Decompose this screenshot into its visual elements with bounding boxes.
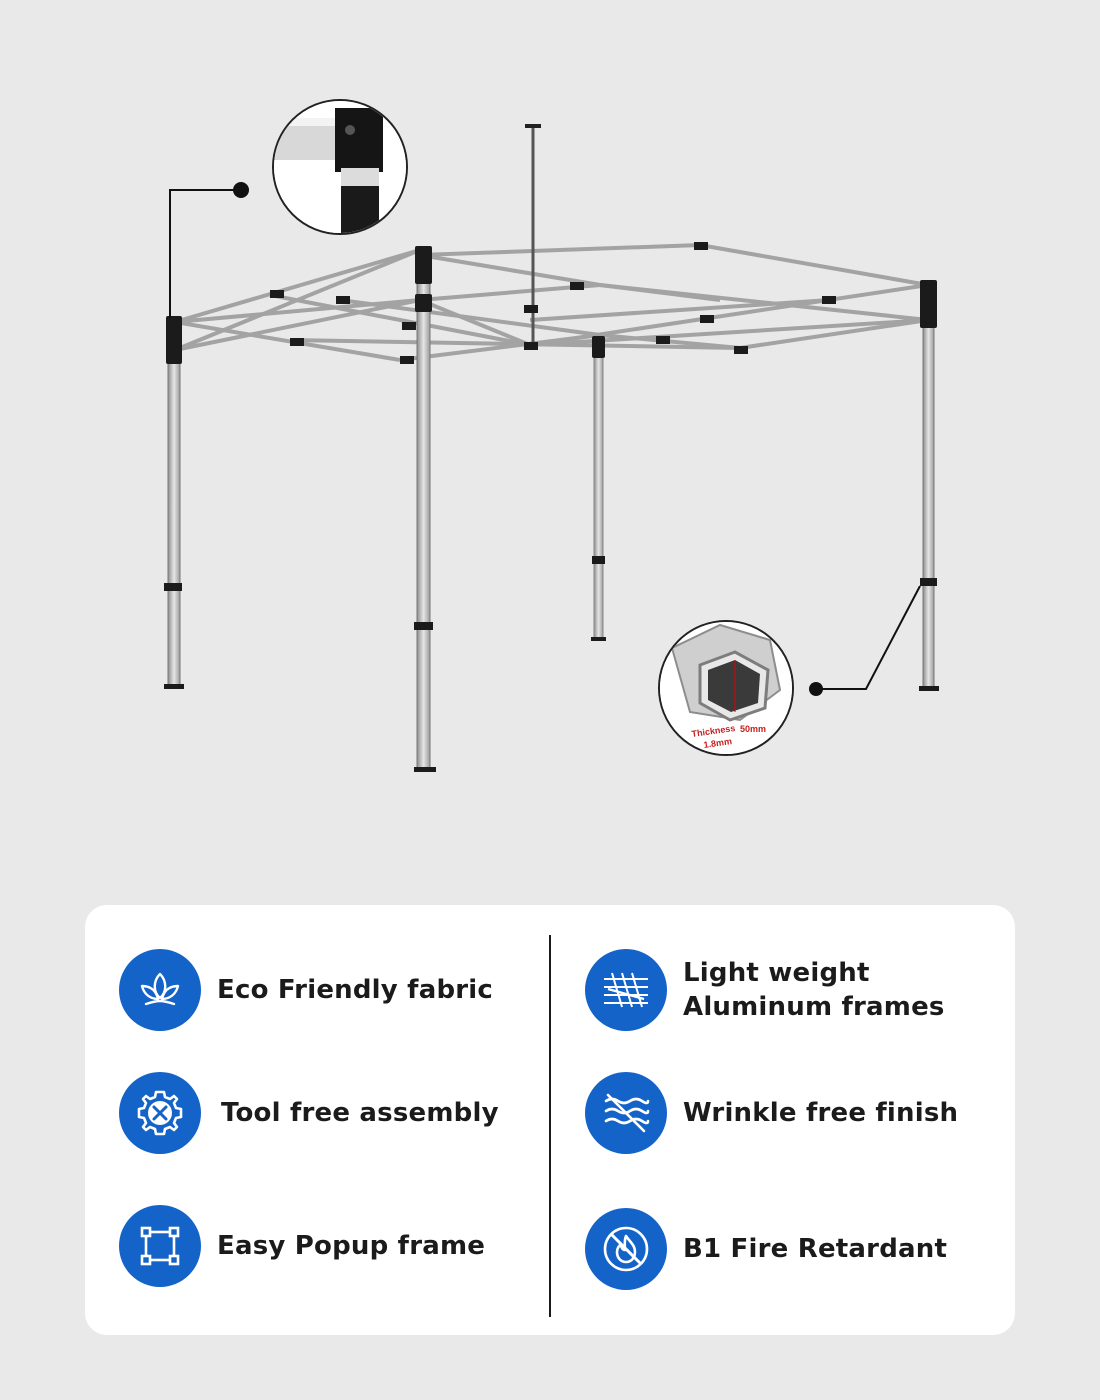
feature-light-weight xyxy=(585,949,945,1031)
feature-label: B1 Fire Retardant xyxy=(683,1234,948,1264)
feature-label: Wrinkle free finish xyxy=(683,1098,959,1128)
feature-wrinkle-free xyxy=(585,1072,958,1154)
feature-easy-popup xyxy=(119,1205,485,1287)
feature-label: Easy Popup frame xyxy=(217,1231,486,1261)
frame-joints xyxy=(164,242,939,772)
wrinkle-free-icon xyxy=(585,1072,667,1154)
feature-label: Tool free assembly xyxy=(221,1098,499,1128)
column-divider xyxy=(549,935,551,1317)
feature-eco-friendly xyxy=(119,949,493,1031)
lightweight-mesh-icon xyxy=(585,949,667,1031)
feature-label: Eco Friendly fabric xyxy=(217,975,494,1005)
popup-frame-icon xyxy=(119,1205,201,1287)
tube-thickness-value: 1.8mm xyxy=(702,736,733,750)
scissor-truss xyxy=(175,245,928,360)
tube-diameter-label: 50mm xyxy=(740,724,767,734)
feature-label-line1: Light weight xyxy=(683,958,870,988)
tube-profile-callout xyxy=(650,586,920,755)
feature-fire-retardant xyxy=(585,1208,947,1290)
corner-joint-callout xyxy=(170,100,412,318)
feature-label xyxy=(683,956,945,1024)
feature-tool-free xyxy=(119,1072,499,1154)
tool-gear-icon xyxy=(119,1072,201,1154)
leaf-icon xyxy=(119,949,201,1031)
features-panel xyxy=(85,905,1015,1335)
feature-label-line2: Aluminum frames xyxy=(683,992,945,1022)
tube-thickness-label: Thickness xyxy=(690,722,736,739)
fire-retardant-icon xyxy=(585,1208,667,1290)
